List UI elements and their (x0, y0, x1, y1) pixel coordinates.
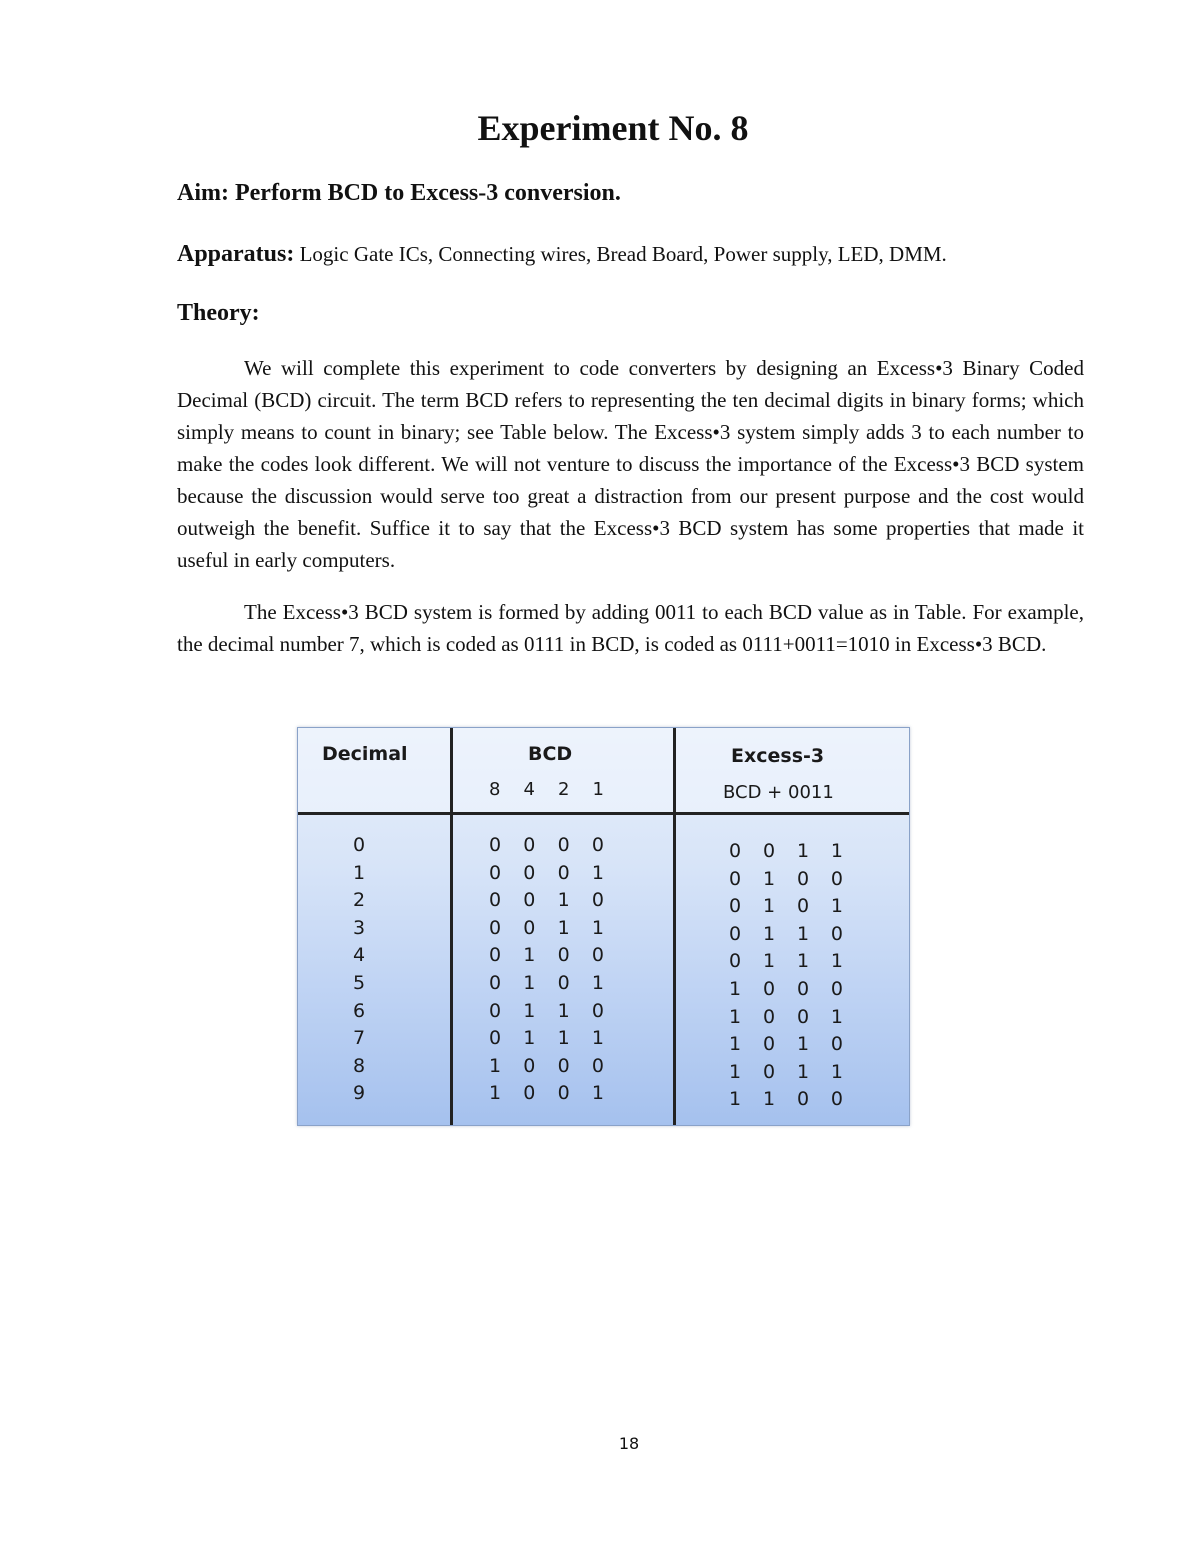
excess3-bit: 0 (762, 840, 776, 862)
bcd-bit: 0 (557, 944, 570, 967)
bcd-bit: 0 (557, 834, 570, 856)
bcd-bit: 0 (591, 1054, 604, 1077)
bcd-bit: 0 (489, 916, 502, 939)
excess3-bit: 1 (762, 895, 776, 918)
bcd-row (489, 915, 604, 943)
bcd-bit: 0 (523, 889, 536, 912)
decimal-cell: 2 (353, 889, 366, 912)
excess3-row (729, 838, 843, 866)
bcd-column (489, 832, 604, 1108)
bcd-bit: 0 (557, 971, 570, 994)
decimal-cell: 1 (353, 861, 366, 884)
excess3-bit: 1 (796, 1033, 810, 1056)
bcd-bit: 0 (489, 861, 502, 884)
excess3-bit: 1 (729, 1088, 742, 1111)
bcd-bit: 0 (489, 889, 502, 912)
excess3-bit: 1 (796, 840, 810, 862)
bcd-bit: 1 (557, 999, 570, 1022)
excess3-bit: 1 (762, 950, 776, 973)
excess3-bit: 0 (796, 1005, 810, 1028)
excess3-bit: 0 (830, 1033, 843, 1056)
header-divider (298, 812, 909, 815)
excess3-bit: 1 (762, 922, 776, 945)
bcd-bit: 1 (591, 1027, 604, 1050)
excess3-bit: 0 (729, 840, 742, 862)
excess3-bit: 0 (729, 867, 742, 890)
excess3-bit: 1 (729, 1060, 742, 1083)
bcd-weight: 2 (558, 779, 570, 800)
excess3-bit: 1 (729, 1033, 742, 1056)
excess3-row (729, 1086, 843, 1114)
excess3-bit: 0 (762, 1060, 776, 1083)
excess3-bit: 0 (796, 977, 810, 1000)
decimal-column (353, 832, 365, 1108)
excess3-subheader: BCD + 0011 (723, 782, 834, 803)
bcd-weights (489, 778, 604, 802)
bcd-bit: 1 (523, 971, 536, 994)
header-decimal: Decimal (322, 743, 408, 765)
excess3-bit: 1 (830, 840, 843, 862)
excess3-bit: 1 (796, 922, 810, 945)
excess3-bit: 0 (762, 977, 776, 1000)
bcd-bit: 1 (591, 971, 604, 994)
excess3-bit: 0 (796, 1088, 810, 1111)
excess3-bit: 0 (796, 895, 810, 918)
excess3-row (729, 893, 843, 921)
bcd-bit: 1 (557, 889, 570, 912)
decimal-cell: 8 (353, 1054, 366, 1077)
excess3-row (729, 1031, 843, 1059)
bcd-bit: 1 (489, 1082, 502, 1105)
decimal-cell: 6 (353, 999, 366, 1022)
excess3-column (729, 838, 843, 1114)
decimal-cell: 4 (353, 944, 366, 967)
excess3-row (729, 866, 843, 894)
bcd-bit: 0 (591, 944, 604, 967)
bcd-bit: 0 (523, 1082, 536, 1105)
excess3-bit: 1 (830, 1060, 843, 1083)
bcd-bit: 1 (557, 916, 570, 939)
bcd-bit: 0 (523, 861, 536, 884)
excess3-bit: 1 (830, 1005, 843, 1028)
excess3-bit: 0 (796, 867, 810, 890)
bcd-bit: 0 (591, 889, 604, 912)
bcd-bit: 1 (591, 916, 604, 939)
conversion-table (297, 727, 910, 1126)
bcd-bit: 1 (591, 1082, 604, 1105)
bcd-bit: 1 (523, 999, 536, 1022)
column-divider (673, 728, 676, 1125)
bcd-row (489, 998, 604, 1026)
theory-paragraph-2: The Excess•3 BCD system is formed by adding 0011 to each BCD value as in Table. For example, the decimal number 7, which is coded as 0111 in BCD, is coded as 0111+0011=1010 in Excess•3 BCD. (177, 600, 1084, 656)
apparatus-label: Apparatus: (177, 241, 295, 267)
excess3-bit: 1 (796, 950, 810, 973)
bcd-bit: 0 (523, 1054, 536, 1077)
bcd-bit: 0 (557, 1054, 570, 1077)
excess3-bit: 1 (830, 895, 843, 918)
excess3-bit: 0 (729, 895, 742, 918)
excess3-bit: 1 (796, 1060, 810, 1083)
bcd-row (489, 860, 604, 888)
column-divider (450, 728, 453, 1125)
decimal-cell: 3 (353, 916, 366, 939)
decimal-cell: 5 (353, 971, 366, 994)
theory-paragraph-1: We will complete this experiment to code converters by designing an Excess•3 Binary Coded Decimal (BCD) circuit. The term BCD refers to representing the ten decimal digits in binary forms; which simply means to count in binary; see Table below. The Excess•3 system simply adds 3 to each number to make the codes look different. We will not venture to discuss the importance of the Excess•3 BCD system because the discussion would serve too great a distraction from our present purpose and the cost would outweigh the benefit. Suffice it to say that the Excess•3 BCD system has some properties that made it useful in early computers. (177, 356, 1084, 572)
bcd-row (489, 942, 604, 970)
excess3-bit: 1 (830, 950, 843, 973)
header-bcd: BCD (528, 743, 573, 765)
bcd-bit: 0 (523, 916, 536, 939)
excess3-bit: 0 (762, 1033, 776, 1056)
bcd-row (489, 970, 604, 998)
bcd-weight: 8 (489, 779, 501, 800)
header-excess3: Excess-3 (731, 745, 825, 767)
bcd-bit: 0 (489, 944, 502, 967)
excess3-row (729, 1004, 843, 1032)
excess3-bit: 1 (762, 1088, 776, 1111)
bcd-bit: 1 (523, 1027, 536, 1050)
bcd-row (489, 832, 604, 860)
bcd-weight: 4 (523, 779, 535, 800)
bcd-bit: 1 (591, 861, 604, 884)
bcd-bit: 0 (557, 1082, 570, 1105)
excess3-bit: 1 (729, 1005, 742, 1028)
apparatus-line (177, 238, 947, 270)
bcd-bit: 1 (523, 944, 536, 967)
bcd-row (489, 887, 604, 915)
bcd-bit: 0 (591, 834, 604, 856)
bcd-row (489, 1080, 604, 1108)
excess3-row (729, 948, 843, 976)
bcd-bit: 0 (489, 1027, 502, 1050)
excess3-bit: 0 (729, 950, 742, 973)
bcd-bit: 1 (489, 1054, 502, 1077)
excess3-bit: 0 (830, 977, 843, 1000)
bcd-bit: 0 (489, 834, 502, 856)
bcd-bit: 0 (557, 861, 570, 884)
apparatus-text: Logic Gate ICs, Connecting wires, Bread Board, Power supply, LED, DMM. (299, 242, 947, 266)
bcd-bit: 0 (489, 971, 502, 994)
bcd-row (489, 1025, 604, 1053)
excess3-bit: 0 (830, 922, 843, 945)
excess3-row (729, 1059, 843, 1087)
decimal-cell: 9 (353, 1082, 366, 1105)
theory-heading: Theory: (177, 300, 260, 326)
bcd-bit: 1 (557, 1027, 570, 1050)
page-title: Experiment No. 8 (477, 108, 749, 148)
bcd-bit: 0 (591, 999, 604, 1022)
decimal-cell: 0 (353, 834, 366, 856)
excess3-bit: 0 (729, 922, 742, 945)
excess3-bit: 1 (762, 867, 776, 890)
decimal-cell: 7 (353, 1027, 366, 1050)
bcd-weight: 1 (592, 779, 604, 800)
excess3-bit: 0 (830, 867, 843, 890)
page-number: 18 (618, 1434, 640, 1453)
aim-heading: Aim: Perform BCD to Excess-3 conversion. (177, 180, 621, 206)
bcd-bit: 0 (489, 999, 502, 1022)
bcd-row (489, 1053, 604, 1081)
excess3-row (729, 921, 843, 949)
excess3-row (729, 976, 843, 1004)
excess3-bit: 0 (830, 1088, 843, 1111)
bcd-bit: 0 (523, 834, 536, 856)
excess3-bit: 1 (729, 977, 742, 1000)
excess3-bit: 0 (762, 1005, 776, 1028)
